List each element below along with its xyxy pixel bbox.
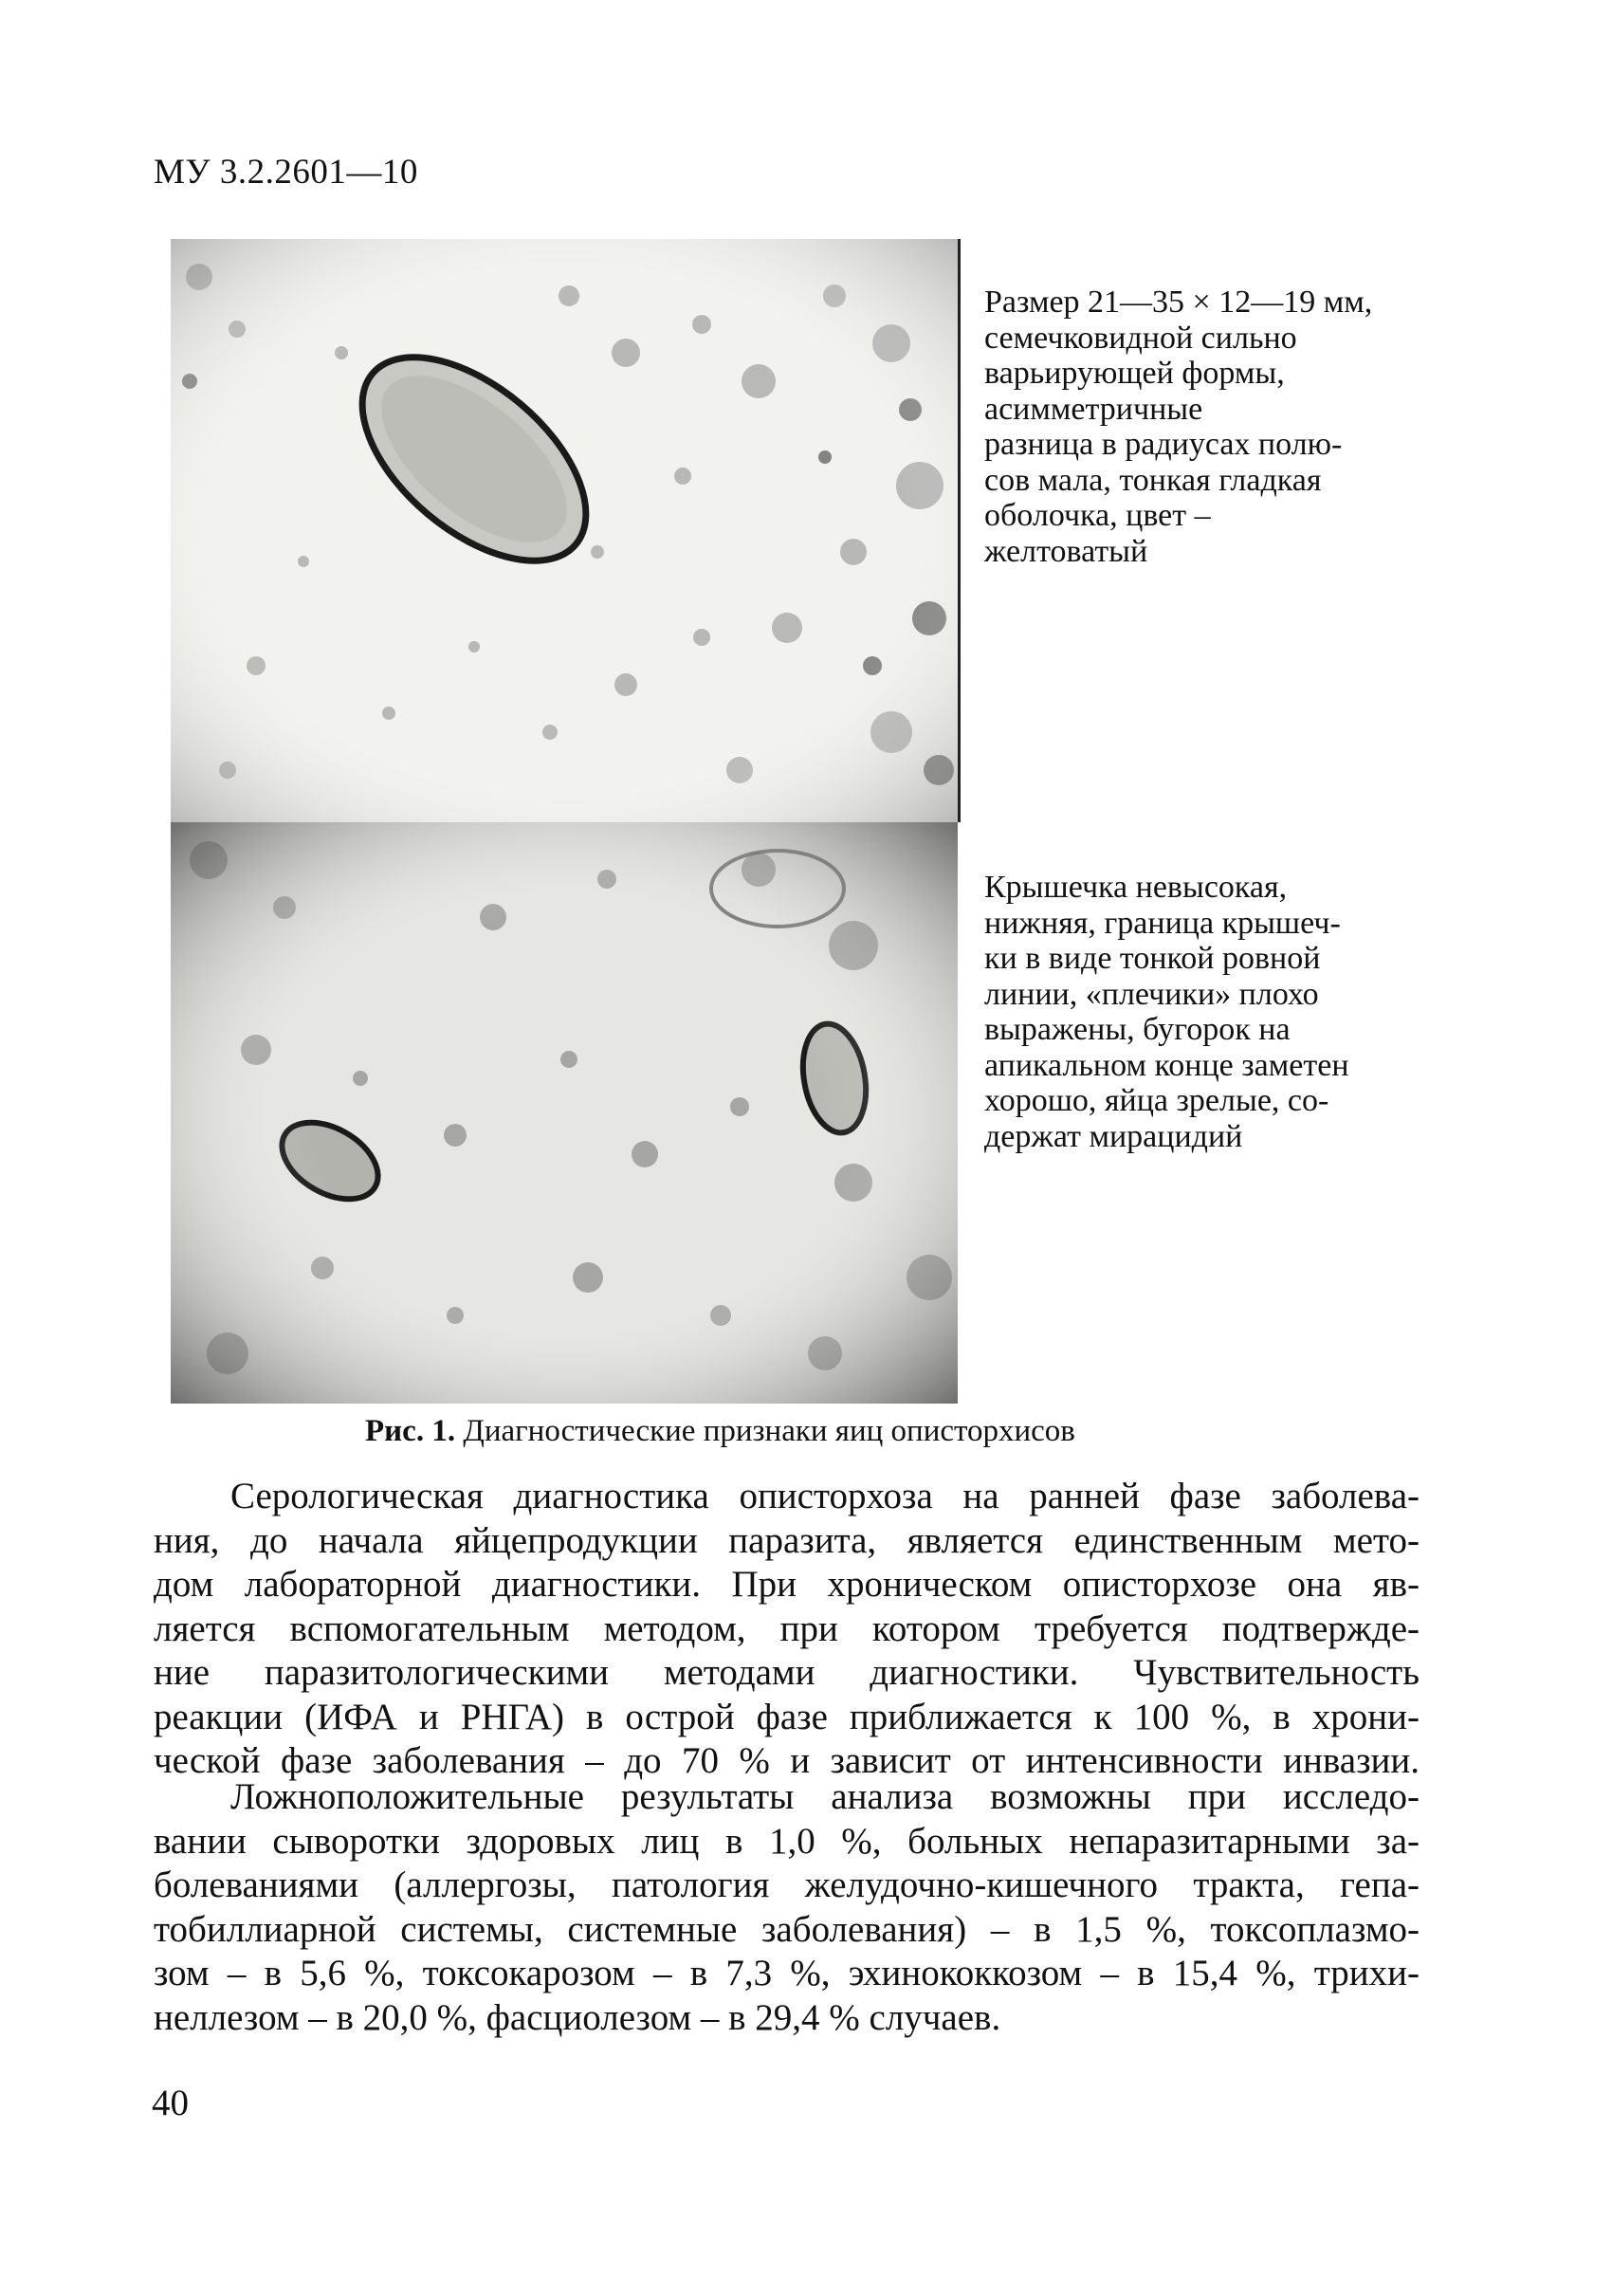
paragraph-line: зом – в 5,6 %, токсокарозом – в 7,3 %, эхинококкозом – в 15,4 %, трихи- [154, 1953, 1420, 1993]
description-line: апикальном конце заметен [984, 1047, 1349, 1083]
paragraph-line: болеваниями (аллергозы, патология желудочно-кишечного тракта, гепа- [154, 1864, 1420, 1905]
paragraph-line: Ложноположительные результаты анализа возможны при исследо- [230, 1776, 1420, 1817]
paragraph-line: реакции (ИФА и РНГА) в острой фазе приближается к 100 %, в хрони- [154, 1696, 1420, 1737]
description-line: хорошо, яйца зрелые, со- [984, 1083, 1329, 1118]
body-paragraph-serology [154, 1475, 1420, 1784]
paragraph-line: вании сыворотки здоровых лиц в 1,0 %, больных непаразитарными за- [154, 1820, 1420, 1862]
document-code-header: МУ 3.2.2601—10 [154, 153, 418, 192]
paragraph-line: дом лабораторной диагностики. При хроническом описторхозе она яв- [154, 1564, 1420, 1605]
figure-caption [365, 1414, 1075, 1449]
paragraph-line: тобиллиарной системы, системные заболевания) – в 1,5 %, токсоплазмо- [154, 1908, 1420, 1950]
paragraph-line: ние паразитологическими методами диагностики. Чувствительность [154, 1652, 1420, 1693]
figure-caption-text: Диагностические признаки яиц описторхисов [455, 1414, 1075, 1448]
description-line: Крышечка невысокая, [984, 870, 1288, 905]
page-number: 40 [152, 2083, 189, 2123]
description-line: семечковидной сильно [984, 320, 1297, 356]
paragraph-line: Серологическая диагностика описторхоза на ранней фазе заболева- [230, 1476, 1420, 1516]
description-line: варьирующей формы, [984, 356, 1285, 391]
figure-top-description [984, 285, 1401, 569]
paragraph-line: ния, до начала яйцепродукции паразита, является единственным мето- [154, 1519, 1420, 1561]
description-line: разница в радиусах полю- [984, 427, 1343, 462]
body-paragraph-false-positive [154, 1775, 1420, 2040]
description-line: держат мирацидий [984, 1118, 1243, 1154]
description-line: асимметричные [984, 391, 1203, 427]
description-line: нижняя, граница крышеч- [984, 905, 1341, 941]
micrograph-top [171, 239, 961, 822]
figure-caption-label: Рис. 1. [365, 1414, 456, 1448]
description-line: линии, «плечики» плохо [984, 976, 1319, 1012]
paragraph-line: ляется вспомогательным методом, при котором требуется подтвержде- [154, 1607, 1420, 1649]
description-line: оболочка, цвет – [984, 498, 1211, 533]
micrograph-bottom [171, 822, 958, 1404]
description-line: выражены, бугорок на [984, 1012, 1291, 1047]
paragraph-line: ческой фазе заболевания – до 70 % и зависит от интенсивности инвазии. [154, 1740, 1420, 1781]
description-line: желтоватый [984, 533, 1148, 569]
description-line: Размер 21—35 × 12—19 мм, [984, 285, 1373, 320]
description-line: ки в виде тонкой ровной [984, 941, 1321, 976]
description-line: сов мала, тонкая гладкая [984, 462, 1322, 498]
figure-bottom-description [984, 870, 1401, 1154]
paragraph-line: неллезом – в 20,0 %, фасциолезом – в 29,4 % случаев. [154, 1996, 1001, 2038]
